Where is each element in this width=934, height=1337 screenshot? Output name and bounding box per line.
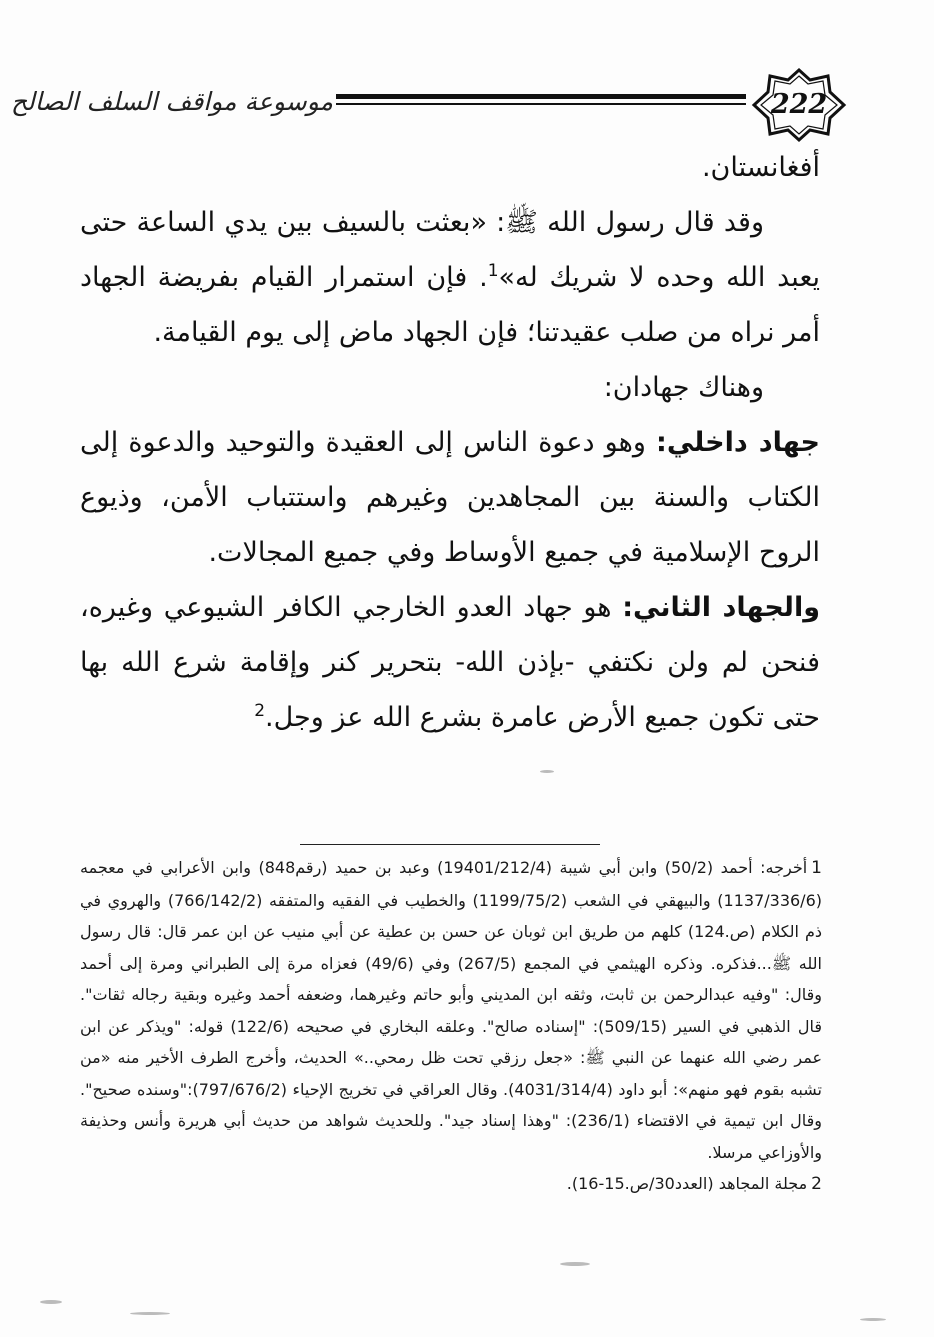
footnote-text: أخرجه: أحمد (50/2) وابن أبي شيبة (19401/212/4) وعبد بن حميد (رقم848) وابن الأعرابي في معجمه (1137/336/6) والبيهقي في الشعب (1199/75/2) والخطيب في الفقيه والمتفقه (766/142/2) والهروي في ذم الكلام (ص.124) كلهم من طريق ابن ثوبان عن حسن بن عطية عن أبي منيب عن ابن عمر قال: قال رسول الله ﷺ...فذكره. وذكره الهيثمي في المجمع (267/5) وفي (49/6) فعزاه مرة إلى الطبراني ومرة إلى أحمد وقال: "وفيه عبدالرحمن بن ثابت، وثقه ابن المديني وأبو حاتم وغيرهما، وضعفه أحمد وغيره وبقية رجاله ثقات". قال الذهبي في السير (509/15): "إسناده صالح". وعلقه البخاري في صحيحه (122/6) قوله: "ويذكر عن ابن عمر رضي الله عنهما عن النبي ﷺ: «جعل رزقي تحت ظل رمحي..» الحديث، وأخرج الطرف الأخير منه «من تشبه بقوم فهو منهم»: أبو داود (4031/314/4). وقال العراقي في تخريج الإحياء (797/676/2):"وسنده صحيح". وقال ابن تيمية في الاقتضاء (236/1): "وهذا إسناد جيد". وللحديث شواهد من حديث أبي هريرة وأنس وحذيفة والأوزاعي مرسلا. — [80, 858, 823, 1162]
footnote-number: 1 — [811, 858, 822, 878]
scan-speck — [40, 1300, 62, 1304]
second-jihad-text: هو جهاد العدو الخارجي الكافر الشيوعي وغيره، فنحن لم ولن نكتفي -بإذن الله- بتحرير كنر وإقامة شرع الله بها حتى تكون جميع الأرض عامرة بشرع الله عز وجل. — [80, 592, 820, 733]
second-jihad-heading: والجهاد الثاني: — [622, 592, 820, 623]
continuation-line: أفغانستان. — [701, 152, 820, 183]
page-header — [10, 68, 848, 142]
footnote-marker-1[interactable]: 1 — [487, 261, 499, 281]
page-number-badge — [750, 68, 848, 142]
paragraph-two-jihads: وهناك جهادان: — [603, 372, 764, 403]
scan-speck — [560, 1262, 590, 1266]
running-title: موسوعة مواقف السلف الصالح — [10, 87, 333, 116]
main-text — [80, 140, 820, 745]
footnote-1 — [80, 852, 822, 1168]
header-double-rule — [336, 94, 746, 108]
footnote-2 — [80, 1168, 822, 1201]
scan-speck — [860, 1318, 886, 1321]
scan-speck — [130, 1312, 170, 1315]
footnote-marker-2[interactable]: 2 — [254, 701, 266, 721]
page-number: 222 — [770, 89, 828, 120]
header-rule-thin — [336, 103, 746, 105]
paragraph-hadith-text: وقد قال رسول الله ﷺ: «بعثت بالسيف بين يدي الساعة حتى يعبد الله وحده لا شريك له» — [80, 207, 820, 293]
header-rule-thick — [336, 94, 746, 99]
footnote-number: 2 — [811, 1174, 822, 1194]
internal-jihad-text: وهو دعوة الناس إلى العقيدة والتوحيد والدعوة إلى الكتاب والسنة بين المجاهدين وغيرهم واستتباب الأمن، وذيوع الروح الإسلامية في جميع الأوساط وفي جميع المجالات. — [80, 427, 820, 568]
footnote-text: مجلة المجاهد (العدد30/ص.15-16). — [566, 1174, 808, 1193]
footnotes — [80, 852, 822, 1201]
paragraph-hadith-continuation: . فإن استمرار القيام بفريضة الجهاد أمر نراه من صلب عقيدتنا؛ فإن الجهاد ماض إلى يوم القيامة. — [80, 262, 820, 348]
scan-speck — [540, 770, 554, 773]
paragraph-internal-jihad — [80, 415, 820, 580]
footnote-separator — [300, 844, 600, 845]
paragraph-hadith — [80, 195, 820, 360]
paragraph-second-jihad — [80, 580, 820, 745]
internal-jihad-heading: جهاد داخلي: — [656, 427, 820, 458]
